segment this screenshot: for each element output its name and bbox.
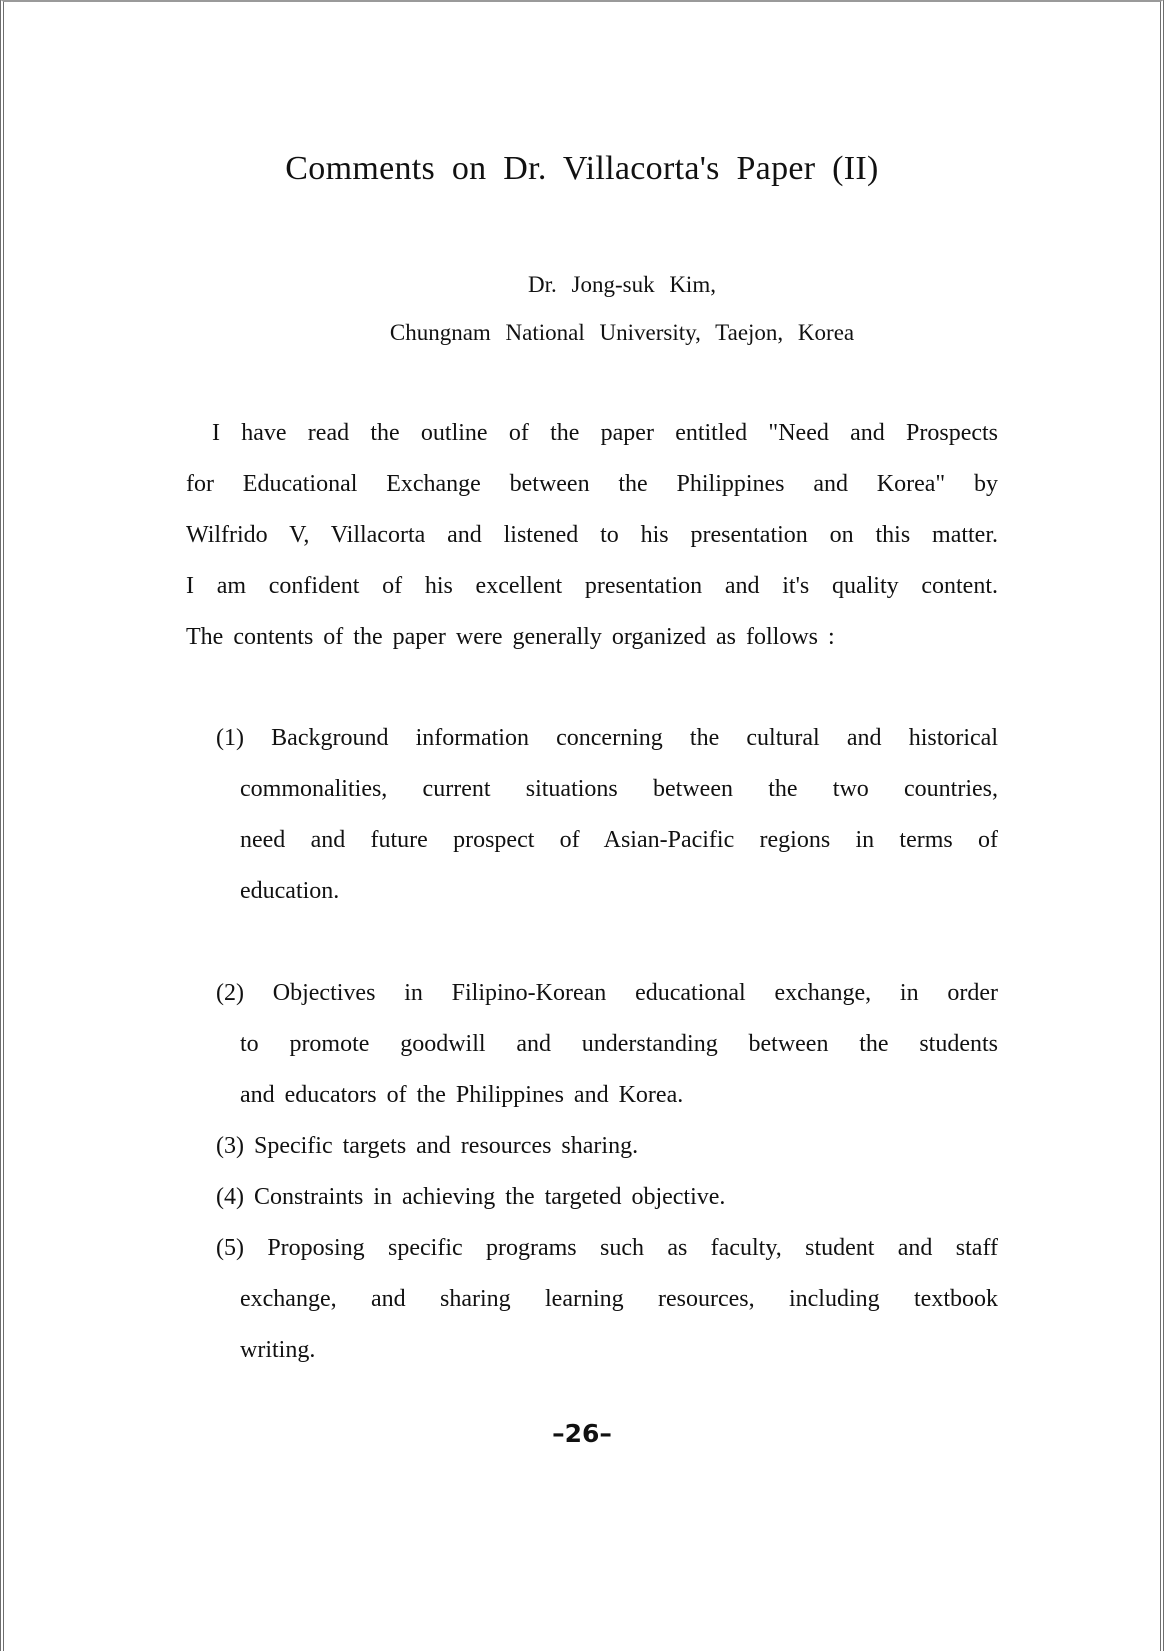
list-item-5 [216, 1223, 998, 1376]
page-number: –26– [552, 1419, 612, 1448]
intro-line: Wilfrido V, Villacorta and listened to his presentation on this matter. [186, 522, 998, 548]
list-item-4 [216, 1172, 998, 1223]
list-item-line: and educators of the Philippines and Korea. [240, 1082, 684, 1108]
list-item-1 [216, 713, 998, 917]
list-item-3 [216, 1121, 998, 1172]
author-name: Dr. Jong-suk Kim, [528, 272, 716, 297]
list-item-line: education. [240, 878, 340, 904]
list-item-line: to promote goodwill and understanding between the students [240, 1031, 998, 1057]
intro-line: I am confident of his excellent presentation and it's quality content. [186, 573, 998, 599]
intro-line: I have read the outline of the paper entitled "Need and Prospects [212, 420, 998, 446]
list-item-2 [216, 968, 998, 1121]
list-item-line: (1) Background information concerning the cultural and historical [216, 725, 998, 751]
author-affiliation: Chungnam National University, Taejon, Korea [389, 320, 855, 345]
intro-line: for Educational Exchange between the Philippines and Korea" by [186, 471, 998, 497]
list-item-line: writing. [240, 1337, 316, 1363]
list-item-line: (4) Constraints in achieving the targeted objective. [216, 1184, 726, 1210]
intro-paragraph [186, 408, 998, 663]
list-item-line: exchange, and sharing learning resources, including textbook [240, 1286, 998, 1312]
intro-line: The contents of the paper were generally organized as follows : [186, 624, 835, 650]
list-item-line: (2) Objectives in Filipino-Korean educational exchange, in order [216, 980, 998, 1006]
document-title: Comments on Dr. Villacorta's Paper (II) [285, 150, 879, 187]
list-item-line: need and future prospect of Asian-Pacific regions in terms of [240, 827, 998, 853]
list-item-line: (5) Proposing specific programs such as faculty, student and staff [216, 1235, 998, 1261]
list-item-line: commonalities, current situations between the two countries, [240, 776, 998, 802]
list-item-line: (3) Specific targets and resources sharing. [216, 1133, 639, 1159]
